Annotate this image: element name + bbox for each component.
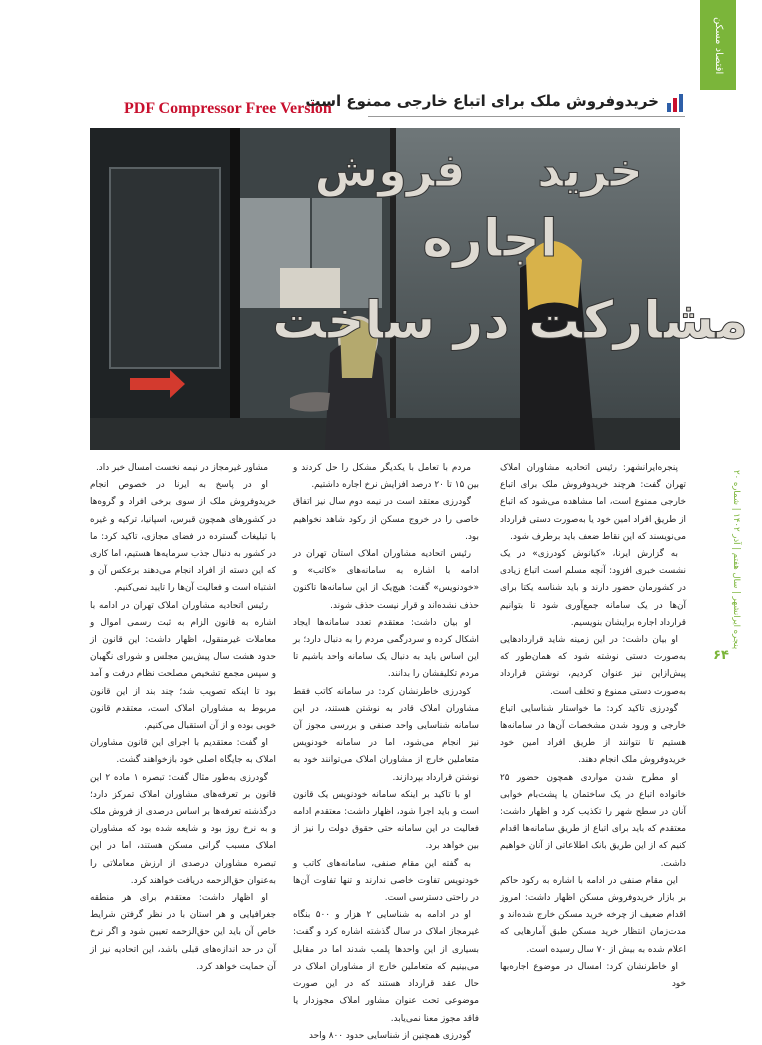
photo-text-kharid: خرید — [537, 143, 643, 197]
paragraph: او خاطرنشان کرد: امسال در موضوع اجاره‌بها خود — [500, 961, 686, 990]
paragraph: رئیس اتحادیه مشاوران املاک تهران در ادامه با اشاره به قانون الزام به ثبت رسمی اموال و معاملات غیرمنقول، اظهار داشت: این قانون از حدود هشت سال پیش‌بین مجلس و شورای نگهبان و سپس مجمع تشخیص مصلحت نظام درفت و آمد بود تا اینکه تصویب شد؛ چند بند از این قانون مربوط به مشاوران املاک است، معتقدم قانون خوبی بوده و از آن استقبال می‌کنیم. — [90, 600, 276, 732]
photo-text-forush: فروش — [314, 143, 466, 197]
side-caption-strip — [731, 470, 745, 770]
paragraph: کودرزی خاطرنشان کرد: در سامانه کاتب فقط مشاوران املاک قادر به نوشتن هستند، در این سامانه شناسایی واحد صنفی و بررسی مجوز آن نیز انجام می‌شود، اما در سامانه خودنویس متعاملین خارج از مشاوران املاک می‌توانند خود به نوشتن قرارداد بپردازند. — [293, 686, 479, 783]
article-header — [120, 90, 685, 120]
paragraph: مشاور غیرمجاز در نیمه نخست امسال خبر داد. — [95, 463, 268, 473]
paragraph: او اظهار داشت: معتقدم برای هر منطقه جغرافیایی و هر استان با در نظر گرفتن شرایط خاص آن باید این حق‌الزحمه تعیین شود و اگر نرخ آن در حد اندازه‌های قبلی باشد، این اتحادیه نیز از آن حمایت خواهد کرد. — [90, 893, 276, 972]
paragraph: مردم با تعامل با یکدیگر مشکل را حل کردند و بین ۱۵ تا ۲۰ درصد افزایش نرخ اجاره داشتیم. — [293, 463, 479, 491]
paragraph: او بیان داشت: در این زمینه شاید قراردادهایی به‌صورت دستی نوشته شود که همان‌طور که پیش‌ازاین نیز عنوان کردیم، نوشتن قرارداد به‌صورت دستی ممنوع و تخلف است. — [500, 635, 686, 697]
paragraph: گودرزی همچنین از شناسایی حدود ۸۰۰ واحد — [308, 1030, 471, 1041]
text-column-3 — [90, 460, 276, 1040]
photo-text-mosharekat: مشارکت در ساخت — [272, 291, 748, 351]
text-column-2 — [293, 460, 479, 1040]
paragraph: به گفته این مقام صنفی، سامانه‌های کاتب و خودنویس تفاوت خاصی ندارند و تنها تفاوت آن‌ها در راحتی دسترسی است. — [293, 858, 479, 904]
article-title: خریدوفروش ملک برای اتباع خارجی ممنوع است — [305, 92, 659, 110]
watermark-text: PDF Compressor Free Version — [124, 100, 332, 117]
paragraph: او در ادامه به شناسایی ۲ هزار و ۵۰۰ بنگاه غیرمجاز املاک در سال گذشته اشاره کرد و گفت: بسیاری از این واحدها پلمب شدند اما در مقابل می‌بینیم که متعاملین خارج از مشاوران املاک در حال عقد قرارداد هستند که در این صورت موضوعی تحت عنوان مشاور املاک مجوزدار یا فاقد مجوز معنا نمی‌یابد. — [293, 910, 479, 1024]
paragraph: این مقام صنفی در ادامه با اشاره به رکود حاکم بر بازار خریدوفروش مسکن اظهار داشت: امروز اقدام ضعیف از چرخه خرید مسکن خارج شده‌اند و مدت‌زمان انتظار خرید مسکن طبق آمارهایی که اعلام شده به بیش از ۷۰ سال رسیده است. — [500, 875, 686, 955]
paragraph: او گفت: معتقدیم با اجرای این قانون مشاوران املاک به جایگاه اصلی خود بازخواهند گشت. — [90, 738, 276, 766]
paragraph: پنجره‌ایرانشهر: رئیس اتحادیه مشاوران املاک تهران گفت: هرچند خریدوفروش ملک برای اتباع خارجی ممنوع است، اما مشاهده می‌شود که اتباع از طریق افراد امین خود یا به‌صورت دستی قرارداد می‌نویسند که این نقاط ضعف باید برطرف شود. — [500, 463, 686, 542]
title-underline — [368, 116, 685, 117]
side-caption: پنجره ایرانشهر | سال هفتم | آذر ۱۴۰۲ | شماره ۲۰ — [731, 470, 741, 650]
paragraph: رئیس اتحادیه مشاوران املاک استان تهران در ادامه با اشاره به سامانه‌های «کاتب» و «خودنویس» گفت: هیچ‌یک از این سامانه‌ها تاکنون حذف نشده‌اند و قرار نیست حذف شوند. — [293, 549, 479, 611]
paragraph: او با تاکید بر اینکه سامانه خودنویس یک قانون است و باید اجرا شود، اظهار داشت: معتقدم ادامه فعالیت در این سامانه حتی حقوق دولت را نیز از بین خواهد برد. — [293, 789, 479, 852]
paragraph: او بیان داشت: معتقدم تعدد سامانه‌ها ایجاد اشکال کرده و سردرگمی مردم را به دنبال دارد؛ بر این اساس باید به دنبال یک سامانه واحد باشیم تا مردم تکلیفشان را بدانند. — [293, 617, 479, 680]
paragraph: گودرزی معتقد است در نیمه دوم سال نیز اتفاق خاصی را در خروج مسکن از رکود شاهد نخواهیم بود. — [293, 497, 479, 542]
photo-text-ejare: اجاره — [422, 209, 558, 269]
section-tab — [700, 0, 736, 90]
section-tab-label: اقتصاد مسکن — [713, 17, 724, 75]
bar-chart-icon — [667, 94, 685, 112]
paragraph: به گزارش ایرنا، «کیانوش کودرزی» در یک نشست خبری افزود: آنچه مسلم است اتباع زیادی در کشورمان حضور دارند و باید شناسه یکتا برای آن‌ها در یک سامانه جمع‌آوری شود تا بتوانیم قرارداد اجاره برایشان بنویسیم. — [500, 549, 686, 628]
paragraph: گودرزی تاکید کرد: ما خواستار شناسایی اتباع خارجی و ورود شدن مشخصات آن‌ها در سامانه‌ها هستیم تا نتوانند از طریق افراد امین خود خریدوفروش ملک انجام دهند. — [500, 703, 686, 766]
article-photo — [90, 128, 748, 450]
paragraph: او در پاسخ به ایرنا در خصوص انجام خریدوفروش ملک از سوی برخی افراد و گروه‌ها در کشورهای همچون قبرس، اسپانیا، ترکیه و غیره با تبلیغات گسترده در فضای مجازی، تاکید کرد: ما در کشور به دنبال جذب سرمایه‌ها هستیم، اما کاری که این دسته از افراد انجام می‌دهند برعکس آن و اشتباه است و فعالیت آن‌ها را تایید نمی‌کنیم. — [90, 480, 276, 594]
paragraph: او مطرح شدن مواردی همچون حضور ۲۵ خانواده اتباع در یک ساختمان یا پشت‌بام خوابی آنان در سطح شهر را تکذیب کرد و اظهار داشت: معتقدم که باید برای اتباع از طریق سامانه‌ها اقدام کنیم که از این طریق بانک اطلاعاتی از آنان خواهیم داشت. — [500, 772, 686, 869]
text-column-1 — [500, 460, 686, 1040]
page-number: ۶۴ — [713, 648, 729, 663]
paragraph: گودرزی به‌طور مثال گفت: تبصره ۱ ماده ۲ این قانون بر تعرفه‌های مشاوران املاک تمرکز دارد؛ درگذشته تعرفه‌ها بر اساس درصدی از فروش ملک و به نرخ روز بود و شایعه شده بود که مشاوران املاک مسبب گرانی مسکن هستند، اما در این تبصره مشاوران درصدی از ارزش معاملاتی را به‌عنوان حق‌الزحمه دریافت خواهند کرد. — [90, 772, 276, 886]
